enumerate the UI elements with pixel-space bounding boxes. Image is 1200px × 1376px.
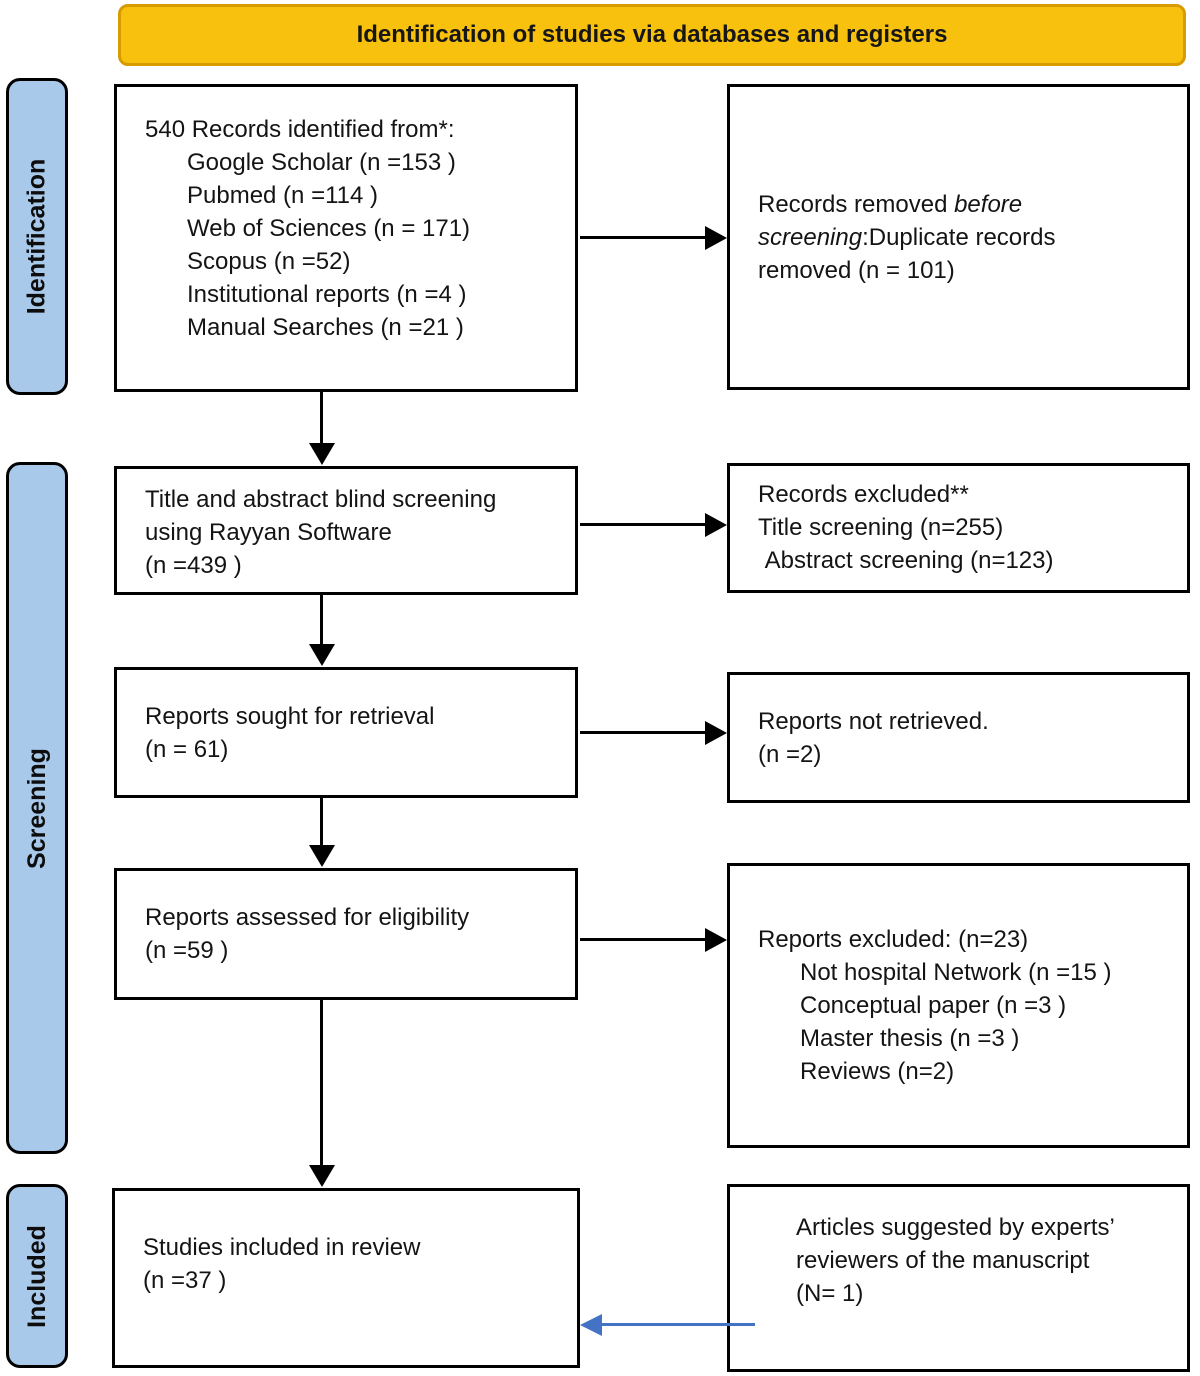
arrow-sought-to-assessed xyxy=(320,798,323,846)
reports-sought-lines xyxy=(145,700,575,766)
box-records-removed xyxy=(727,84,1190,390)
articles-suggested-lines xyxy=(796,1211,1177,1310)
records-identified-source: Institutional reports (n =4 ) xyxy=(187,281,467,308)
records-excluded-line: Records excluded** xyxy=(758,481,969,508)
records-excluded-line: Abstract screening (n=123) xyxy=(758,547,1054,574)
articles-suggested-line: Articles suggested by experts’ xyxy=(796,1214,1115,1241)
box-articles-suggested xyxy=(727,1184,1190,1372)
records-excluded-line: Title screening (n=255) xyxy=(758,514,1004,541)
records-removed-italic: before screening xyxy=(758,190,1023,251)
stage-included-label: Included xyxy=(22,1224,51,1328)
title-abstract-screening-line: using Rayyan Software xyxy=(145,519,392,546)
reports-not-retrieved-line: (n =2) xyxy=(758,740,822,768)
records-removed-text xyxy=(758,188,1102,287)
records-identified-source: Web of Sciences (n = 171) xyxy=(187,215,471,242)
box-reports-not-retrieved xyxy=(727,672,1190,803)
articles-suggested-line: (N= 1) xyxy=(796,1280,864,1307)
stage-identification xyxy=(6,78,68,395)
reports-excluded-reason: Reviews (n=2) xyxy=(800,1058,955,1085)
banner-title: Identification of studies via databases and registers xyxy=(356,21,948,48)
studies-included-line: (n =37 ) xyxy=(143,1267,227,1294)
records-identified-source: Manual Searches (n =21 ) xyxy=(187,314,464,341)
stage-screening xyxy=(6,462,68,1154)
box-reports-excluded xyxy=(727,863,1190,1148)
reports-not-retrieved-line: Reports not retrieved. xyxy=(758,707,989,735)
reports-assessed-lines xyxy=(145,901,575,967)
reports-excluded-reason: Master thesis (n =3 ) xyxy=(800,1025,1020,1052)
records-identified-title: 540 Records identified from*: xyxy=(145,116,455,143)
arrow-sought-to-not-retrieved xyxy=(580,731,705,734)
reports-excluded-reason: Not hospital Network (n =15 ) xyxy=(800,959,1112,986)
stage-included xyxy=(6,1184,68,1368)
records-identified-sources xyxy=(145,146,565,344)
arrow-screening-to-sought xyxy=(320,595,323,645)
reports-assessed-line: Reports assessed for eligibility xyxy=(145,904,470,931)
arrow-suggested-to-included xyxy=(602,1323,755,1326)
title-abstract-screening-line: Title and abstract blind screening xyxy=(145,486,497,513)
box-reports-sought xyxy=(114,667,578,798)
reports-assessed-line: (n =59 ) xyxy=(145,937,229,964)
reports-sought-line: Reports sought for retrieval xyxy=(145,702,435,730)
records-identified-source: Google Scholar (n =153 ) xyxy=(187,149,456,176)
articles-suggested-line: reviewers of the manuscript xyxy=(796,1247,1090,1274)
arrow-identified-to-removed xyxy=(580,236,705,239)
arrow-screening-to-excluded xyxy=(580,523,705,526)
box-studies-included xyxy=(112,1188,580,1368)
studies-included-lines xyxy=(143,1231,567,1297)
records-removed-before: Records removed xyxy=(758,190,955,218)
records-identified-source: Pubmed (n =114 ) xyxy=(187,182,379,209)
reports-excluded-reasons xyxy=(758,956,1187,1088)
title-abstract-screening-lines xyxy=(145,483,565,582)
banner xyxy=(118,4,1186,66)
title-abstract-screening-line: (n =439 ) xyxy=(145,552,242,579)
arrow-assessed-to-included xyxy=(320,1000,323,1166)
reports-excluded-reason: Conceptual paper (n =3 ) xyxy=(800,992,1067,1019)
stage-identification-label: Identification xyxy=(22,158,51,315)
records-identified-source: Scopus (n =52) xyxy=(187,248,351,275)
stage-screening-label: Screening xyxy=(22,747,51,869)
reports-excluded-title: Reports excluded: (n=23) xyxy=(758,926,1029,953)
reports-not-retrieved-lines xyxy=(758,705,1187,771)
box-title-abstract-screening xyxy=(114,466,578,595)
box-records-identified xyxy=(114,84,578,392)
arrow-identified-to-screening xyxy=(320,392,323,444)
arrow-assessed-to-excluded xyxy=(580,938,705,941)
studies-included-line: Studies included in review xyxy=(143,1234,421,1261)
reports-sought-line: (n = 61) xyxy=(145,735,229,763)
records-removed-after: :Duplicate records removed (n = 101) xyxy=(758,223,1056,284)
box-reports-assessed xyxy=(114,868,578,1000)
box-records-excluded xyxy=(727,463,1190,593)
records-excluded-lines xyxy=(758,478,1177,577)
